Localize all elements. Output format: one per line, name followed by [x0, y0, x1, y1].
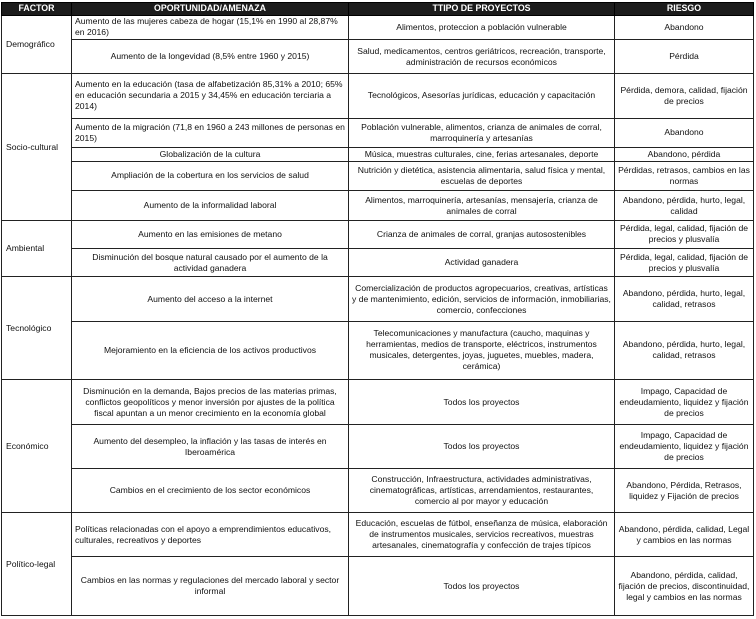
table-row: [2, 425, 754, 469]
proyectos-cell: Población vulnerable, alimentos, crianza de animales de corral, marroquinería y artesanías: [349, 118, 615, 148]
proyectos-cell: Telecomunicaciones y manufactura (caucho, maquinas y herramientas, medios de transporte, eléctricos, instrumentos musicales, detergentes, joyas, juguetes, muebles, madera, cerámica): [349, 321, 615, 379]
riesgo-cell: Abandono, pérdida, hurto, legal, calidad, retrasos: [615, 277, 754, 321]
proyectos-cell: Alimentos, marroquinería, artesanías, mensajería, crianza de animales de corral: [349, 191, 615, 221]
table-row: [2, 469, 754, 513]
riesgo-cell: Impago, Capacidad de endeudamiento, liquidez y fijación de precios: [615, 425, 754, 469]
riesgo-cell: Pérdida, legal, calidad, fijación de precios y plusvalía: [615, 221, 754, 249]
factor-cell: Demográfico: [2, 16, 72, 74]
proyectos-cell: Crianza de animales de corral, granjas autosostenibles: [349, 221, 615, 249]
oportunidad-cell: Aumento de la migración (71,8 en 1960 a 243 millones de personas en 2015): [72, 118, 349, 148]
riesgo-cell: Pérdida, demora, calidad, fijación de precios: [615, 74, 754, 118]
factor-cell: Ambiental: [2, 221, 72, 277]
oportunidad-cell: Disminución en la demanda, Bajos precios de las materias primas, conflictos geopolíticos y menor inversión por ajustes de la política fiscal apuntan a un menor crecimiento en la economía global: [72, 380, 349, 425]
table-row: [2, 221, 754, 249]
oportunidad-cell: Políticas relacionadas con el apoyo a emprendimientos educativos, culturales, recreativos y deportes: [72, 513, 349, 557]
risk-matrix-table: [1, 2, 754, 616]
table-row: [2, 191, 754, 221]
proyectos-cell: Música, muestras culturales, cine, ferias artesanales, deporte: [349, 148, 615, 161]
header-riesgo: RIESGO: [615, 3, 754, 16]
proyectos-cell: Alimentos, proteccion a población vulnerable: [349, 16, 615, 40]
oportunidad-cell: Ampliación de la cobertura en los servicios de salud: [72, 161, 349, 191]
table-row: [2, 321, 754, 379]
riesgo-cell: Abandono, pérdida, hurto, legal, calidad: [615, 191, 754, 221]
riesgo-cell: Abandono, pérdida: [615, 148, 754, 161]
oportunidad-cell: Aumento del acceso a la internet: [72, 277, 349, 321]
proyectos-cell: Construcción, Infraestructura, actividades administrativas, cinematográficas, artísticas, arrendamientos, restaurantes, comercio al por mayor y educación: [349, 469, 615, 513]
table-header-row: [2, 3, 754, 16]
factor-cell: Tecnológico: [2, 277, 72, 380]
proyectos-cell: Educación, escuelas de fútbol, enseñanza de música, elaboración de instrumentos musicales, servicios recreativos, muestras artesanales, cinematografía y confección de trajes típicos: [349, 513, 615, 557]
table-row: [2, 248, 754, 277]
oportunidad-cell: Aumento del desempleo, la inflación y las tasas de interés en Iberoamérica: [72, 425, 349, 469]
proyectos-cell: Todos los proyectos: [349, 557, 615, 616]
oportunidad-cell: Aumento en las emisiones de metano: [72, 221, 349, 249]
table-row: [2, 557, 754, 616]
riesgo-cell: Abandono, pérdida, hurto, legal, calidad, retrasos: [615, 321, 754, 379]
riesgo-cell: Pérdida, legal, calidad, fijación de precios y plusvalía: [615, 248, 754, 277]
riesgo-cell: Abandono, Pérdida, Retrasos, liquidez y Fijación de precios: [615, 469, 754, 513]
table-row: [2, 39, 754, 74]
proyectos-cell: Actividad ganadera: [349, 248, 615, 277]
header-factor: FACTOR: [2, 3, 72, 16]
proyectos-cell: Salud, medicamentos, centros geriátricos, recreación, transporte, administración de recursos económicos: [349, 39, 615, 74]
table-row: [2, 161, 754, 191]
riesgo-cell: Abandono: [615, 16, 754, 40]
oportunidad-cell: Mejoramiento en la eficiencia de los activos productivos: [72, 321, 349, 379]
table-row: [2, 277, 754, 321]
proyectos-cell: Todos los proyectos: [349, 425, 615, 469]
factor-cell: Socio-cultural: [2, 74, 72, 221]
oportunidad-cell: Cambios en las normas y regulaciones del mercado laboral y sector informal: [72, 557, 349, 616]
riesgo-cell: Abandono, pérdida, calidad, Legal y cambios en las normas: [615, 513, 754, 557]
table-row: [2, 118, 754, 148]
riesgo-cell: Pérdida: [615, 39, 754, 74]
oportunidad-cell: Disminución del bosque natural causado por el aumento de la actividad ganadera: [72, 248, 349, 277]
proyectos-cell: Todos los proyectos: [349, 380, 615, 425]
riesgo-cell: Abandono: [615, 118, 754, 148]
table-row: [2, 148, 754, 161]
table-row: [2, 16, 754, 40]
table-row: [2, 513, 754, 557]
oportunidad-cell: Cambios en el crecimiento de los sector económicos: [72, 469, 349, 513]
table-row: [2, 380, 754, 425]
oportunidad-cell: Globalización de la cultura: [72, 148, 349, 161]
oportunidad-cell: Aumento de las mujeres cabeza de hogar (15,1% en 1990 al 28,87% en 2016): [72, 16, 349, 40]
riesgo-cell: Pérdidas, retrasos, cambios en las normas: [615, 161, 754, 191]
oportunidad-cell: Aumento de la longevidad (8,5% entre 1960 y 2015): [72, 39, 349, 74]
riesgo-cell: Impago, Capacidad de endeudamiento, liquidez y fijación de precios: [615, 380, 754, 425]
proyectos-cell: Nutrición y dietética, asistencia alimentaria, salud física y mental, escuelas de deportes: [349, 161, 615, 191]
proyectos-cell: Comercialización de productos agropecuarios, creativas, artísticas y de mantenimiento, edición, servicios de información, inmobiliarias, comercio, confecciones: [349, 277, 615, 321]
factor-cell: Económico: [2, 380, 72, 513]
oportunidad-cell: Aumento en la educación (tasa de alfabetización 85,31% a 2010; 65% en educación secundaria a 2015 y 34,45% en educación terciaria a 2014): [72, 74, 349, 118]
riesgo-cell: Abandono, pérdida, calidad, fijación de precios, discontinuidad, legal y cambios en las normas: [615, 557, 754, 616]
oportunidad-cell: Aumento de la informalidad laboral: [72, 191, 349, 221]
factor-cell: Político-legal: [2, 513, 72, 616]
header-proyectos: TTIPO DE PROYECTOS: [349, 3, 615, 16]
proyectos-cell: Tecnológicos, Asesorías jurídicas, educación y capacitación: [349, 74, 615, 118]
table-row: [2, 74, 754, 118]
header-oportunidad: OPORTUNIDAD/AMENAZA: [72, 3, 349, 16]
